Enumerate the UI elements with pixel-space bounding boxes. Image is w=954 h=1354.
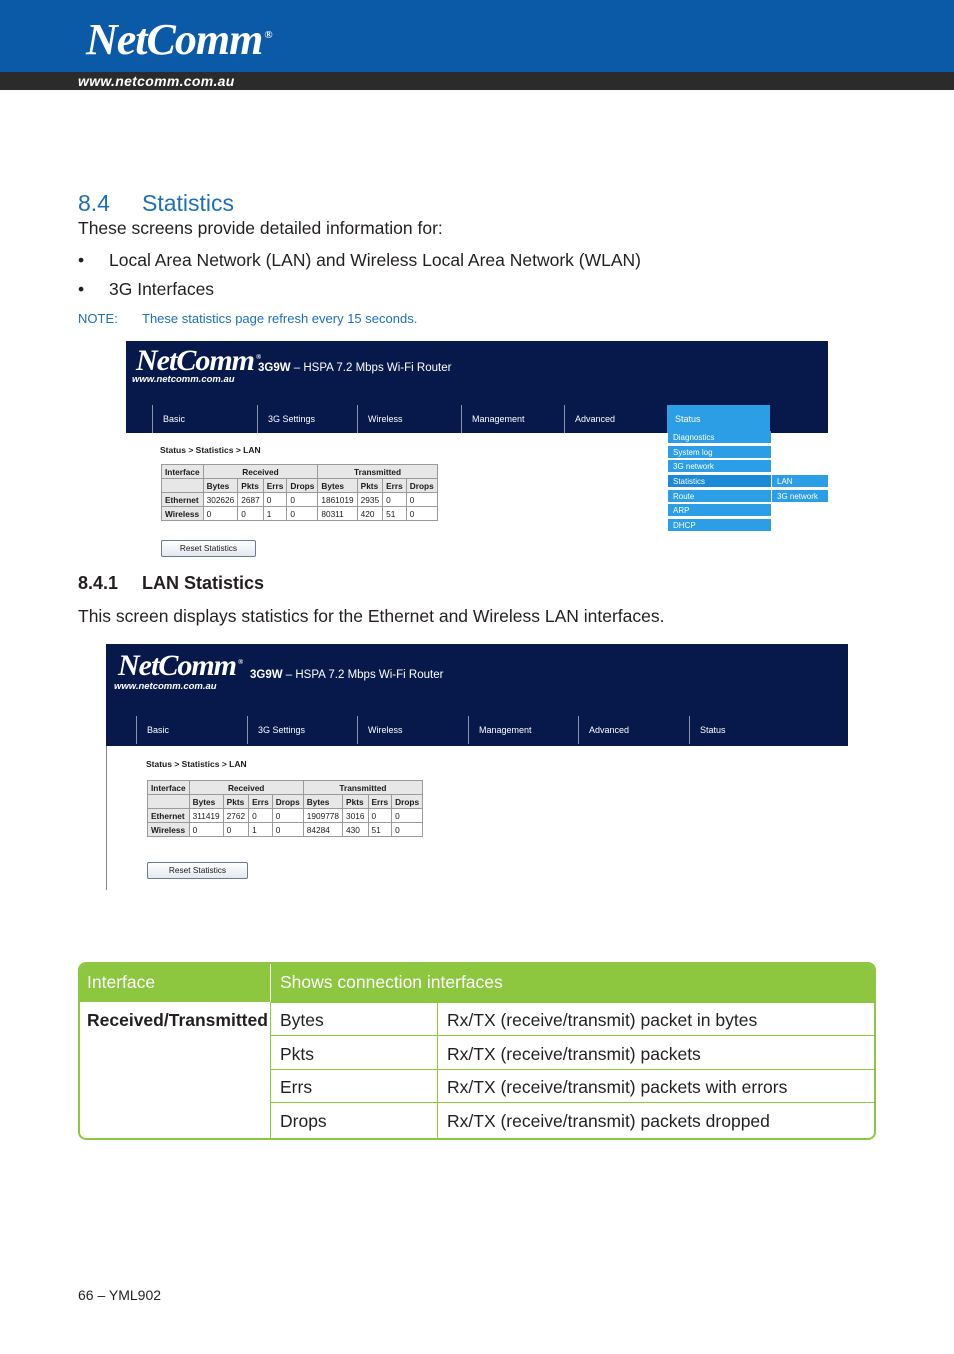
th-transmitted: Transmitted xyxy=(303,781,422,795)
field-drops: Drops xyxy=(280,1111,327,1131)
router-banner xyxy=(106,644,848,746)
section-title: 8.4 Statistics xyxy=(78,190,235,216)
desc-errs: Rx/TX (receive/transmit) packets with errors xyxy=(447,1077,788,1097)
th-col: Pkts xyxy=(343,795,368,809)
th-col: Bytes xyxy=(203,479,238,493)
breadcrumb: Status > Statistics > LAN xyxy=(146,759,247,769)
desc-pkts: Rx/TX (receive/transmit) packets xyxy=(447,1044,701,1064)
header-strip xyxy=(0,72,954,90)
cell: 0 xyxy=(406,493,437,507)
router-model: 3G9W – HSPA 7.2 Mbps Wi-Fi Router xyxy=(250,669,444,681)
cell: 0 xyxy=(272,823,303,837)
th-col: Bytes xyxy=(303,795,342,809)
th-blank xyxy=(162,479,204,493)
nav-advanced[interactable]: Advanced xyxy=(564,405,667,433)
router-logo: NetComm ® xyxy=(136,344,261,377)
row-name: Wireless xyxy=(148,823,190,837)
th-col: Errs xyxy=(368,795,392,809)
cell: 0 xyxy=(287,493,318,507)
th-col: Errs xyxy=(263,479,287,493)
field-pkts: Pkts xyxy=(280,1044,315,1064)
field-bytes: Bytes xyxy=(280,1010,324,1030)
nav-management[interactable]: Management xyxy=(468,716,578,744)
router-screenshot-2 xyxy=(106,644,848,890)
th-col: Errs xyxy=(249,795,273,809)
subsection-description: This screen displays statistics for the Ethernet and Wireless LAN interfaces. xyxy=(78,606,665,626)
router-model: 3G9W – HSPA 7.2 Mbps Wi-Fi Router xyxy=(258,362,452,374)
header-separator xyxy=(270,964,271,1002)
th-blank xyxy=(148,795,190,809)
row-label-received-transmitted: Received/Transmitted xyxy=(87,1010,268,1030)
row-name: Wireless xyxy=(162,507,204,521)
router-url: www.netcomm.com.au xyxy=(114,681,217,692)
site-url[interactable]: www.netcomm.com.au xyxy=(78,73,235,89)
cell: 1909778 xyxy=(303,809,342,823)
lan-stats-table xyxy=(147,780,423,837)
column-divider xyxy=(437,1002,438,1140)
column-divider xyxy=(270,1002,271,1140)
cell: 51 xyxy=(383,507,407,521)
nav-management[interactable]: Management xyxy=(461,405,564,433)
cell: 0 xyxy=(383,493,407,507)
cell: 430 xyxy=(343,823,368,837)
table-row xyxy=(162,493,438,507)
cell: 1 xyxy=(263,507,287,521)
router-screenshot-1 xyxy=(126,341,828,561)
nav-spacer xyxy=(106,716,136,744)
nav-wireless[interactable]: Wireless xyxy=(357,716,468,744)
cell: 420 xyxy=(357,507,382,521)
note: NOTE: These statistics page refresh every 15 seconds. xyxy=(78,311,418,326)
menu-diagnostics[interactable]: Diagnostics xyxy=(668,431,771,444)
cell: 2762 xyxy=(223,809,248,823)
cell: 1861019 xyxy=(318,493,357,507)
cell: 1 xyxy=(249,823,273,837)
nav-wireless[interactable]: Wireless xyxy=(357,405,461,433)
menu-3g-network[interactable]: 3G network xyxy=(668,460,771,473)
cell: 80311 xyxy=(318,507,357,521)
th-col: Bytes xyxy=(318,479,357,493)
header-shows-connection: Shows connection interfaces xyxy=(280,972,503,992)
cell: 0 xyxy=(392,823,423,837)
th-received: Received xyxy=(189,781,303,795)
section-intro: These screens provide detailed information for: xyxy=(78,218,443,238)
page-footer: 66 – YML902 xyxy=(78,1287,162,1303)
th-received: Received xyxy=(203,465,318,479)
router-logo: NetComm ® xyxy=(118,649,243,682)
desc-bytes: Rx/TX (receive/transmit) packet in bytes xyxy=(447,1010,758,1030)
th-col: Errs xyxy=(383,479,407,493)
cell: 311419 xyxy=(189,809,223,823)
subsection-title: 8.4.1 LAN Statistics xyxy=(78,573,265,593)
table-row xyxy=(148,809,423,823)
menu-dhcp[interactable]: DHCP xyxy=(668,519,771,532)
breadcrumb: Status > Statistics > LAN xyxy=(160,445,261,455)
menu-system-log[interactable]: System log xyxy=(668,446,771,459)
th-interface: Interface xyxy=(148,781,190,795)
cell: 0 xyxy=(203,507,238,521)
cell: 2687 xyxy=(238,493,263,507)
nav-3g-settings[interactable]: 3G Settings xyxy=(247,716,357,744)
submenu-3g-network[interactable]: 3G network xyxy=(772,490,828,503)
router-banner xyxy=(126,341,828,433)
cell: 0 xyxy=(189,823,223,837)
cell: 0 xyxy=(263,493,287,507)
th-col: Pkts xyxy=(238,479,263,493)
router-nav xyxy=(106,716,799,744)
nav-status[interactable]: Status xyxy=(689,716,799,744)
submenu-lan[interactable]: LAN xyxy=(772,475,828,488)
row-name: Ethernet xyxy=(162,493,204,507)
th-col: Drops xyxy=(272,795,303,809)
th-transmitted: Transmitted xyxy=(318,465,437,479)
row-divider xyxy=(270,1069,876,1070)
row-divider xyxy=(270,1102,876,1103)
th-col: Pkts xyxy=(223,795,248,809)
header-interface: Interface xyxy=(87,972,156,992)
table-row xyxy=(162,507,438,521)
field-errs: Errs xyxy=(280,1077,313,1097)
nav-3g-settings[interactable]: 3G Settings xyxy=(257,405,357,433)
row-divider xyxy=(270,1002,876,1003)
reset-statistics-button[interactable]: Reset Statistics xyxy=(147,862,248,879)
cell: 0 xyxy=(249,809,273,823)
th-col: Bytes xyxy=(189,795,223,809)
bullet-item: • Local Area Network (LAN) and Wireless Local Area Network (WLAN) xyxy=(78,250,641,270)
row-divider xyxy=(270,1035,876,1036)
nav-status[interactable]: Status xyxy=(667,405,770,433)
table-row xyxy=(148,823,423,837)
bullet-item: • 3G Interfaces xyxy=(78,279,215,299)
cell: 84284 xyxy=(303,823,342,837)
th-col: Pkts xyxy=(357,479,382,493)
th-col: Drops xyxy=(392,795,423,809)
page-header xyxy=(0,0,954,72)
th-interface: Interface xyxy=(162,465,204,479)
cell: 0 xyxy=(406,507,437,521)
desc-drops: Rx/TX (receive/transmit) packets dropped xyxy=(447,1111,770,1131)
frame-border xyxy=(106,746,107,890)
info-table xyxy=(78,962,876,1140)
cell: 0 xyxy=(287,507,318,521)
netcomm-logo: NetComm ® xyxy=(86,15,272,64)
menu-route[interactable]: Route xyxy=(668,490,771,503)
cell: 51 xyxy=(368,823,392,837)
menu-arp[interactable]: ARP xyxy=(668,504,771,517)
cell: 0 xyxy=(272,809,303,823)
th-col: Drops xyxy=(406,479,437,493)
cell: 0 xyxy=(223,823,248,837)
reset-statistics-button[interactable]: Reset Statistics xyxy=(161,540,256,557)
router-nav xyxy=(126,405,770,433)
menu-statistics[interactable]: Statistics xyxy=(668,475,771,488)
cell: 2935 xyxy=(357,493,382,507)
th-col: Drops xyxy=(287,479,318,493)
nav-spacer xyxy=(126,405,152,433)
cell: 302626 xyxy=(203,493,238,507)
nav-basic[interactable]: Basic xyxy=(152,405,257,433)
lan-stats-table xyxy=(161,464,438,521)
cell: 0 xyxy=(238,507,263,521)
nav-advanced[interactable]: Advanced xyxy=(578,716,689,744)
info-table-header xyxy=(80,964,876,1002)
cell: 0 xyxy=(392,809,423,823)
nav-basic[interactable]: Basic xyxy=(136,716,247,744)
router-url: www.netcomm.com.au xyxy=(132,374,235,385)
row-name: Ethernet xyxy=(148,809,190,823)
cell: 0 xyxy=(368,809,392,823)
cell: 3016 xyxy=(343,809,368,823)
